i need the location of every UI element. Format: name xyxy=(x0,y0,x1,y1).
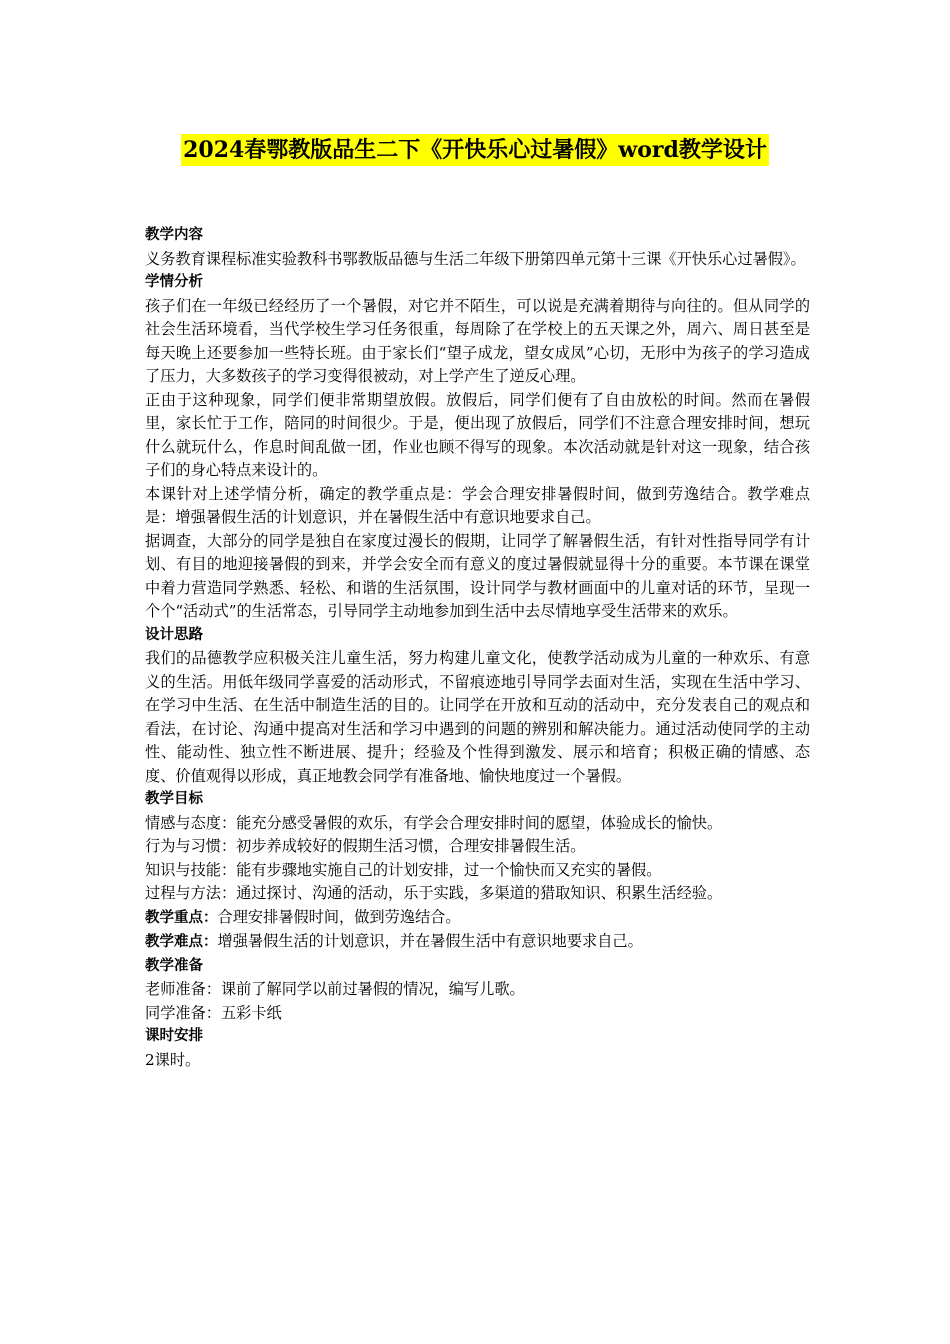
goal-process: 过程与方法：通过探讨、沟通的活动，乐于实践，多渠道的猎取知识、积累生活经验。 xyxy=(145,884,723,902)
document-title: 2024春鄂教版品生二下《开快乐心过暑假》word教学设计 xyxy=(181,134,769,166)
key-point-text: 合理安排暑假时间，做到劳逸结合。 xyxy=(217,907,461,926)
section-heading-design: 设计思路 xyxy=(145,626,203,643)
goal-emotion: 情感与态度：能充分感受暑假的欢乐，有学会合理安排时间的愿望，体验成长的愉快。 xyxy=(145,813,723,832)
difficulty-label: 教学难点： xyxy=(145,934,218,950)
prep-teacher: 老师准备：课前了解同学以前过暑假的情况，编写儿歌。 xyxy=(145,980,525,998)
section-heading-content: 教学内容 xyxy=(145,227,203,243)
title-container xyxy=(0,134,950,166)
goal-behavior: 行为与习惯：初步养成较好的假期生活习惯，合理安排暑假生活。 xyxy=(145,837,586,855)
document-body xyxy=(145,224,810,1072)
analysis-paragraph-1: 孩子们在一年级已经经历了一个暑假，对它并不陌生，可以说是充满着期待与向往的。但从同学的社会生活环境看，当代学校生学习任务很重，每周除了在学校上的五天课之外，周六、周日甚至是每天晚上还要参加一些特长班。由于家长们“望子成龙，望女成凤”心切，无形中为孩子的学习造成了压力，大多数孩子的学习变得很被动，对上学产生了逆反心理。 xyxy=(145,296,810,385)
section-heading-prep: 教学准备 xyxy=(145,957,203,974)
design-paragraph: 我们的品德教学应积极关注儿童生活，努力构建儿童文化，使教学活动成为儿童的一种欢乐、有意义的生活。用低年级同学喜爱的活动形式，不留痕迹地引导同学去面对生活，实现在生活中学习、在学习中生活、在生活中制造生活的目的。让同学在开放和互动的活动中，充分发表自己的观点和看法，在讨论、沟通中提高对生活和学习中遇到的问题的辨别和解决能力。通过活动使同学的主动性、能动性、独立性不断进展、提升；经验及个性得到激发、展示和培育；积极正确的情感、态度、价值观得以形成，真正地教会同学有准备地、愉快地度过一个暑假。 xyxy=(145,649,810,785)
analysis-paragraph-3: 本课针对上述学情分析，确定的教学重点是：学会合理安排暑假时间，做到劳逸结合。教学难点是：增强暑假生活的计划意识，并在暑假生活中有意识地要求自己。 xyxy=(145,484,810,526)
prep-student: 同学准备：五彩卡纸 xyxy=(145,1003,282,1022)
section-heading-goals: 教学目标 xyxy=(145,791,203,807)
difficulty-text: 增强暑假生活的计划意识，并在暑假生活中有意识地要求自己。 xyxy=(217,932,643,950)
difficulty-line xyxy=(145,930,810,955)
key-point-label: 教学重点： xyxy=(145,909,218,926)
section-heading-analysis: 学情分析 xyxy=(145,274,203,290)
content-paragraph: 义务教育课程标准实验教科书鄂教版品德与生活二年级下册第四单元第十三课《开快乐心过暑假》。 xyxy=(145,249,806,268)
goal-knowledge: 知识与技能：能有步骤地实施自己的计划安排，过一个愉快而又充实的暑假。 xyxy=(145,860,662,879)
analysis-paragraph-2: 正由于这种现象，同学们便非常期望放假。放假后，同学们便有了自由放松的时间。然而在暑假里，家长忙于工作，陪同的时间很少。于是，便出现了放假后，同学们不注意合理安排时间，想玩什么就玩什么，作息时间乱做一团，作业也顾不得写的现象。本次活动就是针对这一现象，结合孩子们的身心特点来设计的。 xyxy=(145,390,810,479)
key-point-line xyxy=(145,906,810,931)
analysis-paragraph-4: 据调查，大部分的同学是独自在家度过漫长的假期，让同学了解暑假生活，有针对性指导同学有计划、有目的地迎接暑假的到来，并学会安全而有意义的度过暑假就显得十分的重要。本节课在课堂中着力营造同学熟悉、轻松、和谐的生活氛围，设计同学与教材画面中的儿童对话的环节，呈现一个个“活动式”的生活常态，引导同学主动地参加到生活中去尽情地享受生活带来的欢乐。 xyxy=(145,531,810,620)
section-heading-schedule: 课时安排 xyxy=(145,1028,203,1044)
schedule-text: 2课时。 xyxy=(145,1050,201,1069)
